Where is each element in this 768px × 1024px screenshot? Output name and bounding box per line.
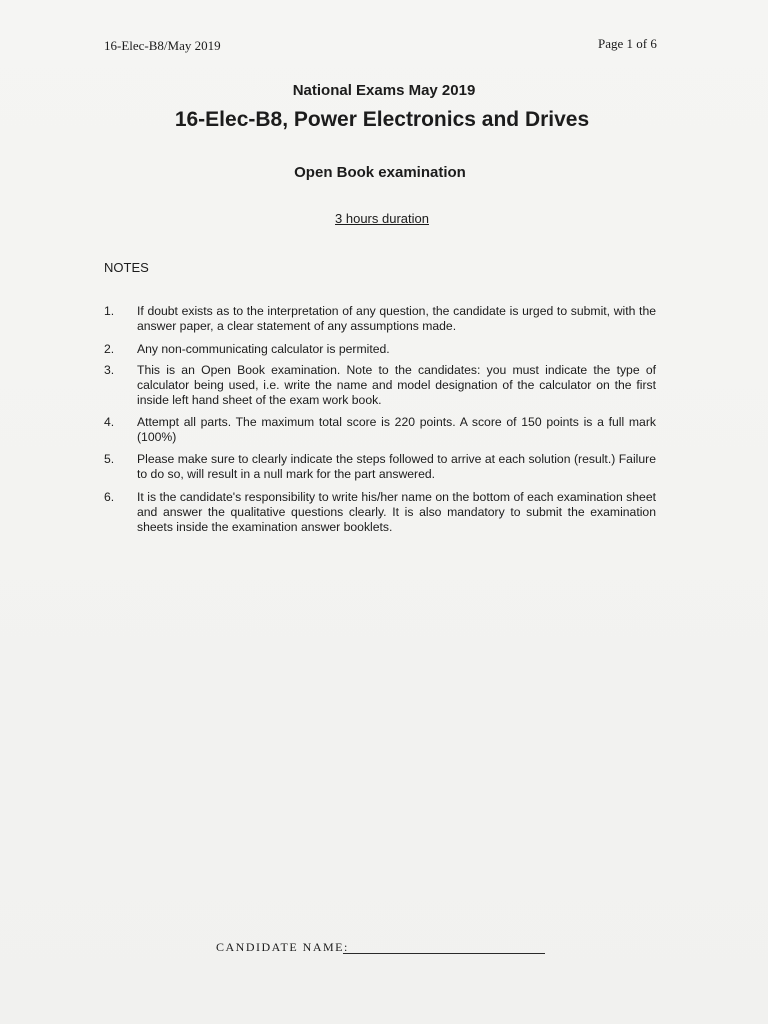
note-number: 1.	[104, 304, 115, 318]
note-text: Any non-communicating calculator is permited.	[137, 342, 390, 356]
notes-heading: NOTES	[104, 260, 149, 275]
exam-type: Open Book examination	[294, 164, 466, 181]
note-text: If doubt exists as to the interpretation of any question, the candidate is urged to submit, with the answer paper, a clear statement of any assumptions made.	[137, 304, 656, 333]
exam-session-title: National Exams May 2019	[292, 82, 476, 99]
note-text: Attempt all parts. The maximum total score is 220 points. A score of 150 points is a full mark (100%)	[137, 415, 656, 444]
course-title: 16-Elec-B8, Power Electronics and Drives	[174, 108, 590, 131]
exam-code-header: 16-Elec-B8/May 2019	[104, 38, 221, 53]
note-number: 4.	[104, 415, 115, 429]
note-item	[104, 304, 656, 334]
candidate-name-label: CANDIDATE NAME:	[216, 940, 349, 954]
note-item	[104, 415, 656, 445]
candidate-name-line	[343, 953, 545, 954]
note-number: 3.	[104, 363, 115, 377]
note-number: 5.	[104, 452, 115, 466]
note-text: This is an Open Book examination. Note to the candidates: you must indicate the type of calculator being used, i.e. write the name and model designation of the calculator on the first inside left hand sheet of the exam work book.	[137, 363, 656, 407]
note-item	[104, 452, 656, 482]
page-number: Page 1 of 6	[598, 36, 657, 51]
note-number: 2.	[104, 342, 115, 356]
note-item	[104, 490, 656, 535]
note-text: It is the candidate's responsibility to write his/her name on the bottom of each examination sheet and answer the qualitative questions clearly. It is also mandatory to submit the examination sheets inside the examination answer booklets.	[137, 490, 656, 534]
note-text: Please make sure to clearly indicate the steps followed to arrive at each solution (result.) Failure to do so, will result in a null mark for the part answered.	[137, 452, 656, 481]
note-item	[104, 342, 656, 357]
exam-duration: 3 hours duration	[335, 211, 429, 226]
note-item	[104, 363, 656, 408]
note-number: 6.	[104, 490, 115, 504]
